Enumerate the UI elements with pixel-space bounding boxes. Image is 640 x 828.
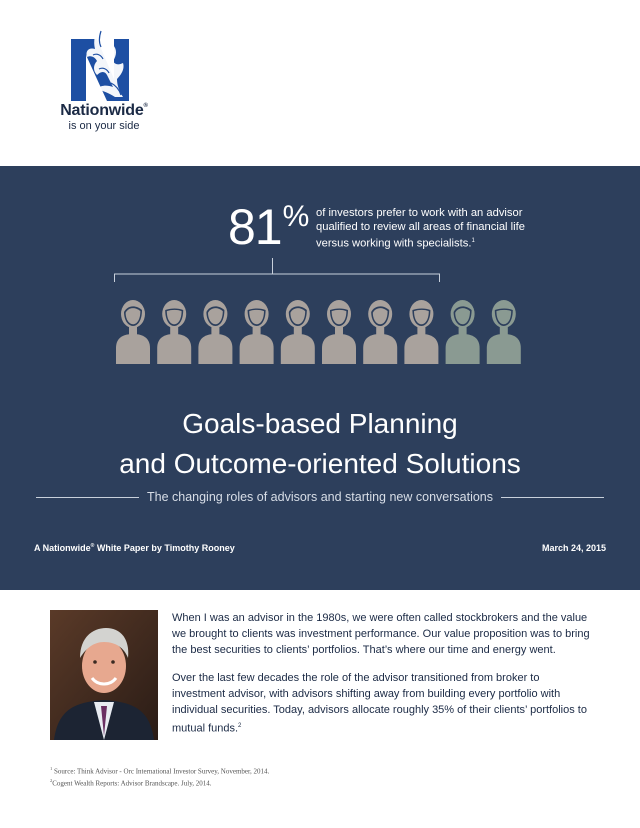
byline: A Nationwide® White Paper by Timothy Rooney: [34, 543, 235, 553]
footnote-1: $^1$ Source: Think Advisor - Orc International Investor Survey, November, 2014.: [50, 766, 270, 776]
person-silhouette-icon: [363, 300, 397, 364]
article-body: [172, 610, 592, 749]
footnotes: [50, 764, 269, 789]
person-silhouette-icon: [240, 300, 274, 364]
hero-banner: [0, 166, 640, 590]
stat-bracket: [114, 256, 440, 282]
brand-tagline: is on your side: [68, 120, 140, 132]
paragraph-2: Over the last few decades the role of the advisor transitioned from broker to investment advisor, with advisors shifting away from building every portfolio with individual securities. Today, advisors allocate roughly 35% of their clients’ portfolios to mutual funds.$^2$: [172, 672, 587, 735]
person-silhouette-icon: [322, 300, 356, 364]
title-line-2: and Outcome-oriented Solutions: [119, 448, 521, 479]
author-portrait-illustration: [50, 610, 158, 740]
person-silhouette-icon: [404, 300, 438, 364]
subtitle: The changing roles of advisors and starting new conversations: [36, 490, 604, 504]
subtitle-row: [36, 488, 604, 508]
person-silhouette-icon: [487, 300, 521, 364]
person-silhouette-icon: [446, 300, 480, 364]
paragraph-1: When I was an advisor in the 1980s, we were often called stockbrokers and the value we brought to clients was investment performance. Our value proposition was to bring the best securities to clients’ portfolios. That’s where our time and energy went.: [172, 612, 590, 656]
page-title: [0, 404, 640, 484]
brand-name: Nationwide®: [60, 102, 148, 119]
nationwide-logo: [50, 20, 160, 140]
eagle-n-logo-icon: [71, 25, 129, 101]
footnote-2: $^2$Cogent Wealth Reports: Advisor Brandscape. July, 2014.: [50, 778, 212, 788]
person-silhouette-icon: [198, 300, 232, 364]
people-infographic: [114, 296, 534, 366]
stat-number: 81%: [228, 199, 309, 255]
person-silhouette-icon: [116, 300, 150, 364]
person-silhouette-icon: [157, 300, 191, 364]
title-line-1: Goals-based Planning: [182, 408, 458, 439]
publish-date: March 24, 2015: [541, 543, 606, 553]
stat-description: of investors prefer to work with an advisor qualified to review all areas of financial life versus working with specialists.$^1$: [316, 207, 525, 250]
person-silhouette-icon: [281, 300, 315, 364]
author-portrait-photo: [50, 610, 158, 740]
